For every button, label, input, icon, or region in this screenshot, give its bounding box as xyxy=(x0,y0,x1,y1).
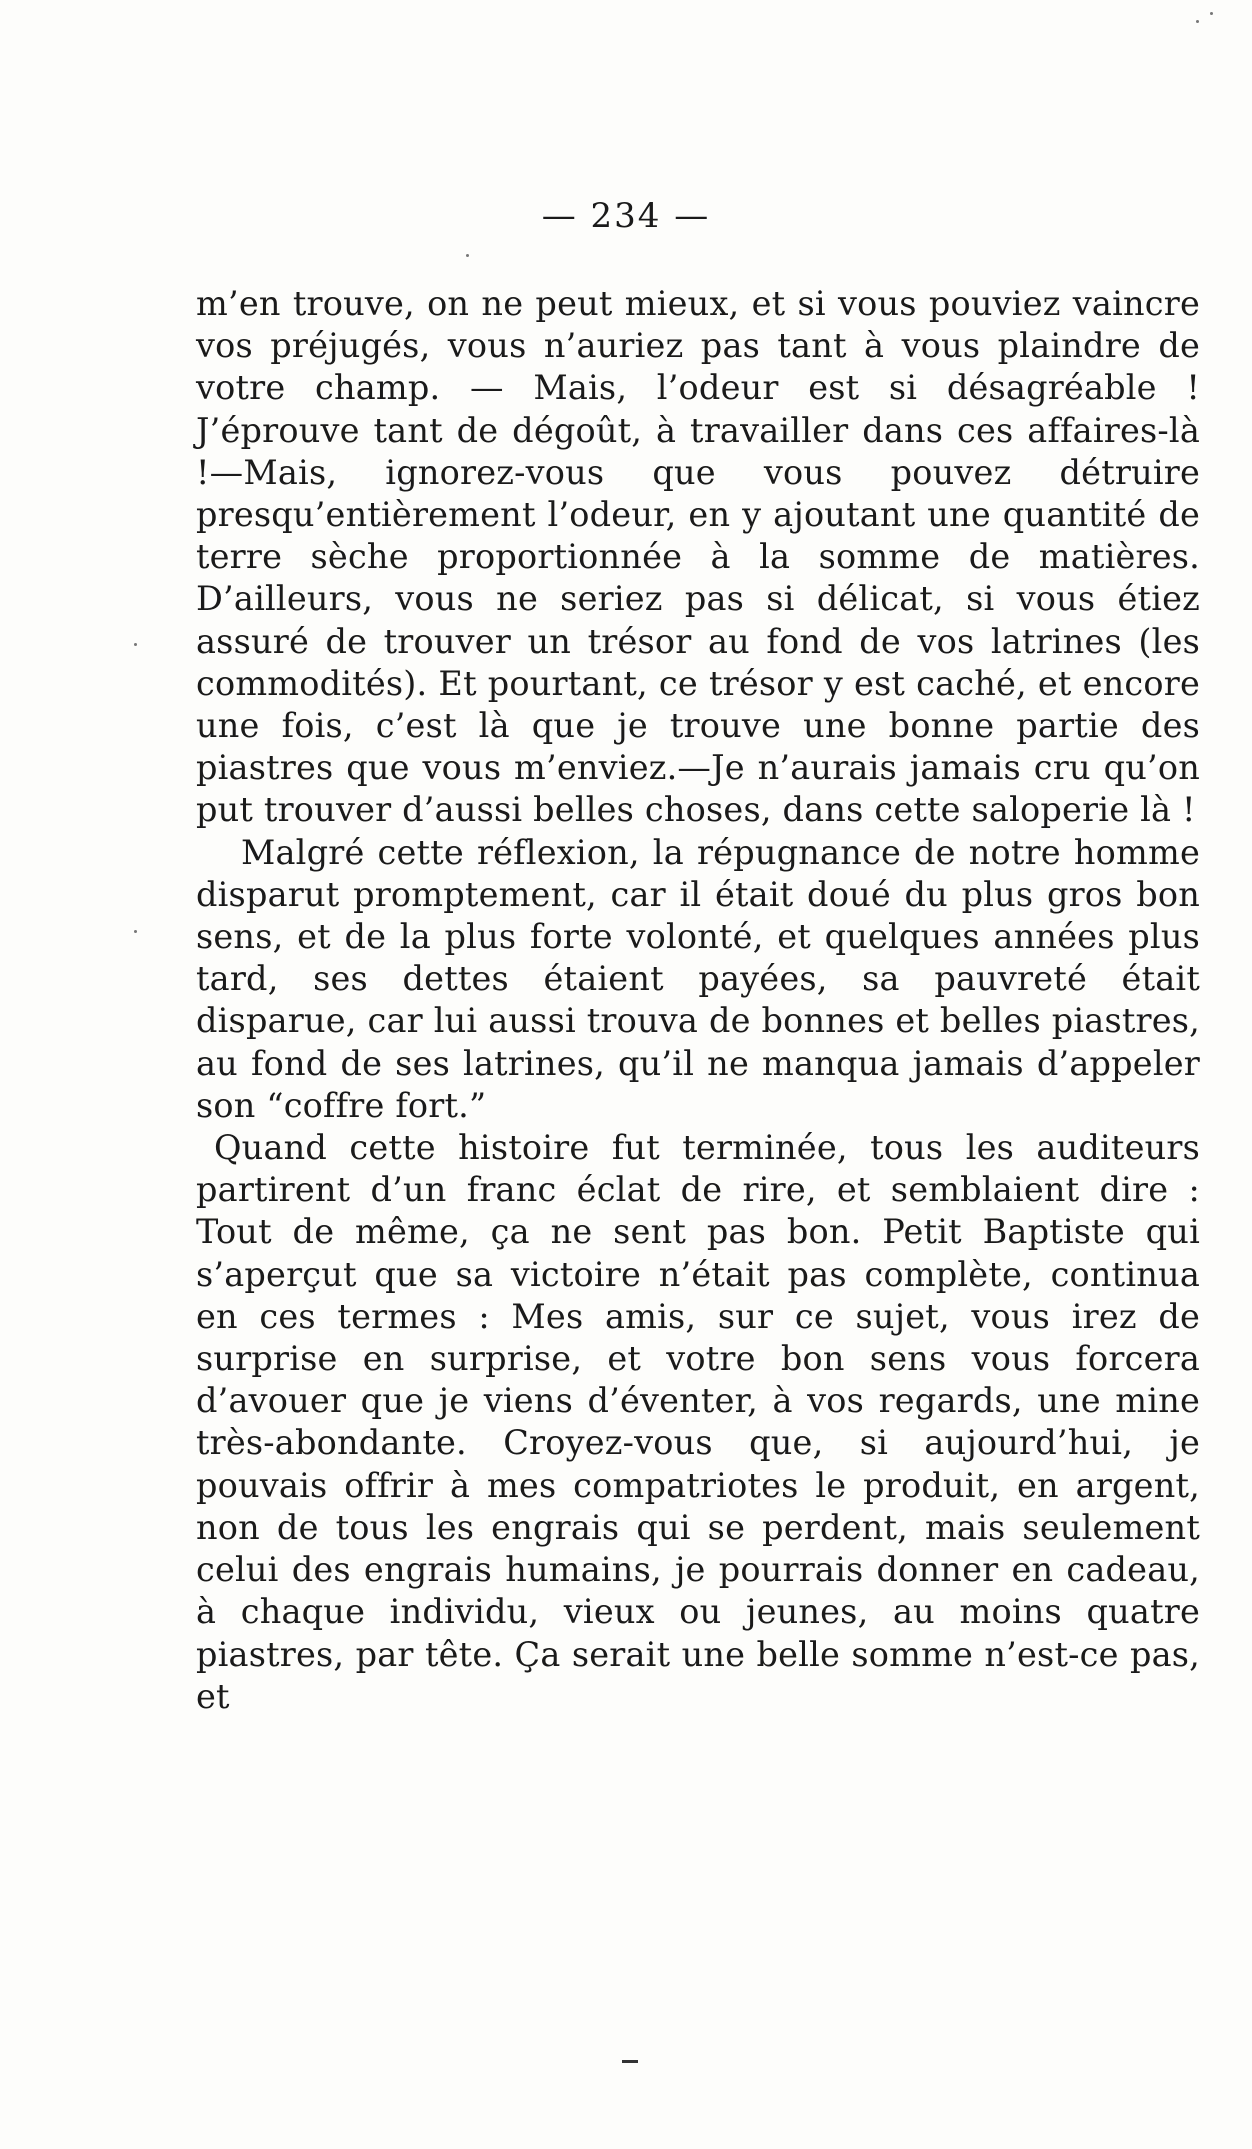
paragraph-1: m’en trouve, on ne peut mieux, et si vous pouviez vaincre vos préjugés, vous n’auriez pas tant à vous plaindre de votre champ. — Mais, l’odeur est si désagréable ! J’éprouve tant de dégoût, à travailler dans ces affaires-là !—Mais, ignorez-vous que vous pouvez détruire presqu’entièrement l’odeur, en y ajoutant une quantité de terre sèche proportionnée à la somme de matières. D’ailleurs, vous ne seriez pas si délicat, si vous étiez assuré de trouver un trésor au fond de vos latrines (les commodités). Et pourtant, ce trésor y est caché, et encore une fois, c’est là que je trouve une bonne partie des piastres que vous m’enviez.—Je n’aurais jamais cru qu’on put trouver d’aussi belles choses, dans cette saloperie là ! xyxy=(196,284,1200,830)
scan-speck xyxy=(466,254,469,257)
body-text xyxy=(196,283,1200,1718)
paragraph-3: Quand cette histoire fut terminée, tous les auditeurs partirent d’un franc éclat de rire, et semblaient dire : Tout de même, ça ne sent pas bon. Petit Baptiste qui s’aperçut que sa victoire n’était pas complète, continua en ces termes : Mes amis, sur ce sujet, vous irez de surprise en surprise, et votre bon sens vous forcera d’avouer que je viens d’éventer, à vos regards, une mine très-abondante. Croyez-vous que, si aujourd’hui, je pouvais offrir à mes compatriotes le produit, en argent, non de tous les engrais qui se perdent, mais seulement celui des engrais humains, je pourrais donner en cadeau, à chaque individu, vieux ou jeunes, au moins quatre piastres, par tête. Ça serait une belle somme n’est-ce pas, et xyxy=(196,1128,1200,1716)
footer-mark xyxy=(622,2060,638,2063)
scan-speck xyxy=(134,643,137,646)
scan-speck xyxy=(1210,12,1213,15)
scan-speck xyxy=(1196,20,1199,23)
page-number: — 234 — xyxy=(541,196,711,236)
paragraph-2: Malgré cette réflexion, la répugnance de notre homme disparut promptement, car il était doué du plus gros bon sens, et de la plus forte volonté, et quelques années plus tard, ses dettes étaient payées, sa pauvreté était disparue, car lui aussi trouva de bonnes et belles piastres, au fond de ses latrines, qu’il ne manqua jamais d’appeler son “coffre fort.” xyxy=(196,832,1200,1125)
scan-speck xyxy=(134,930,137,933)
